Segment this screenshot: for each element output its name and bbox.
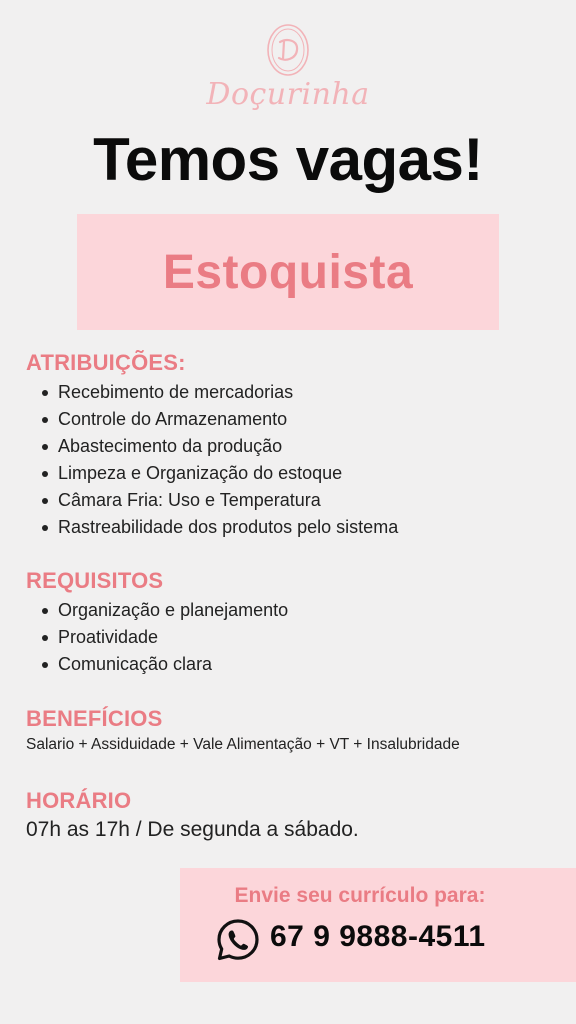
section-title-beneficios: BENEFÍCIOS	[26, 706, 163, 731]
role-banner	[77, 214, 499, 330]
role-title: Estoquista	[162, 245, 414, 299]
section-title-horario: HORÁRIO	[26, 788, 132, 813]
list-item: Câmara Fria: Uso e Temperatura	[40, 487, 398, 514]
list-item: Organização e planejamento	[40, 597, 288, 624]
phone-number: 67 9 9888-4511	[270, 920, 486, 953]
list-item: Abastecimento da produção	[40, 433, 398, 460]
headline: Temos vagas!	[93, 126, 483, 193]
list-item: Controle do Armazenamento	[40, 406, 398, 433]
list-item: Limpeza e Organização do estoque	[40, 460, 398, 487]
hours-text: 07h as 17h / De segunda a sábado.	[26, 818, 359, 841]
section-title-atribuicoes: ATRIBUIÇÕES:	[26, 350, 186, 375]
brand-name: Doçurinha	[206, 77, 370, 112]
list-atribuicoes	[40, 379, 398, 541]
contact-label: Envie seu currículo para:	[234, 884, 486, 907]
monogram-d-icon	[265, 22, 311, 78]
benefits-text: Salario + Assiduidade + Vale Alimentação + VT + Insalubridade	[26, 736, 460, 753]
list-item: Recebimento de mercadorias	[40, 379, 398, 406]
section-title-requisitos: REQUISITOS	[26, 568, 164, 593]
list-item: Comunicação clara	[40, 651, 288, 678]
whatsapp-icon	[216, 918, 260, 962]
list-requisitos	[40, 597, 288, 678]
brand-logo	[0, 22, 576, 112]
list-item: Rastreabilidade dos produtos pelo sistema	[40, 514, 398, 541]
list-item: Proatividade	[40, 624, 288, 651]
contact-box	[180, 868, 576, 982]
